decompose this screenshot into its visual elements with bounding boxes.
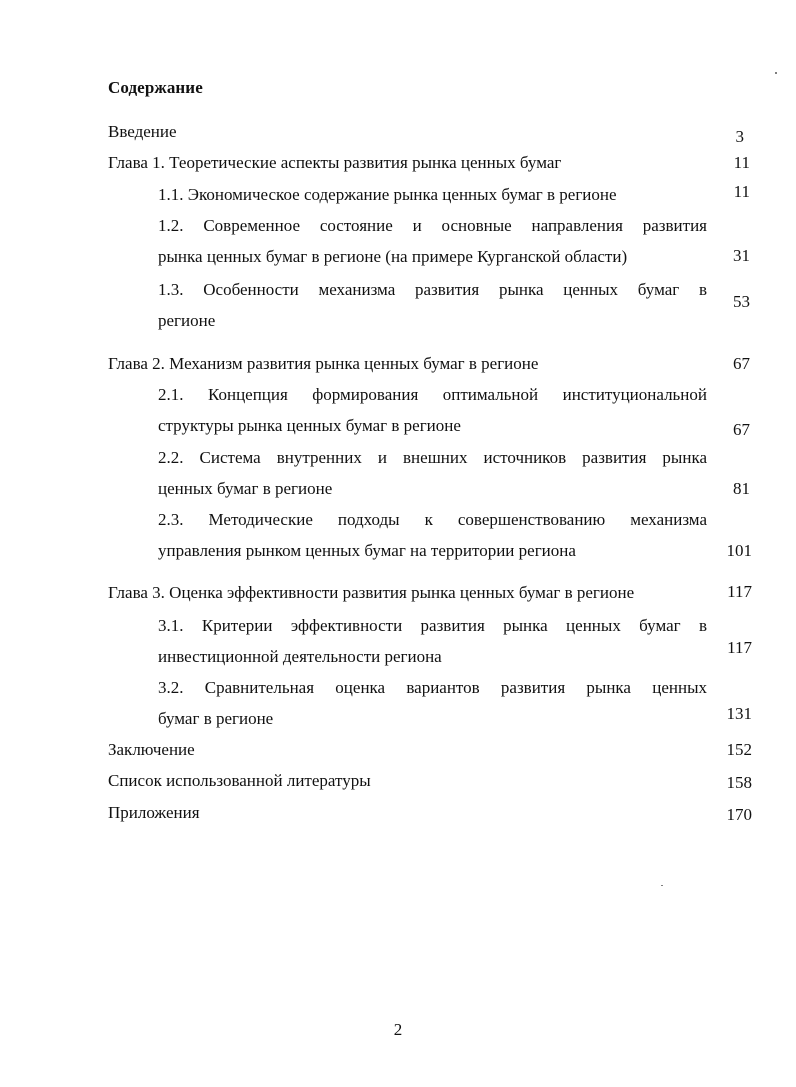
toc-entry-section-2-1-line-2: структуры рынка ценных бумаг в регионе <box>158 416 461 435</box>
toc-entry-section-1-2 <box>158 210 707 272</box>
toc-page-chapter-1: 11 <box>733 153 750 172</box>
toc-entry-section-3-1-line-1: 3.1. Критерии эффективности развития рынка ценных бумаг в <box>158 616 707 635</box>
toc-page-section-1-1: 11 <box>733 182 750 201</box>
toc-entry-section-1-2-line-1: 1.2. Современное состояние и основные направления развития <box>158 216 707 235</box>
toc-entry-section-3-1-line-2: инвестиционной деятельности региона <box>158 647 442 666</box>
toc-entry-chapter-1: Глава 1. Теоретические аспекты развития рынка ценных бумаг <box>108 153 562 172</box>
toc-entry-section-2-3-line-2: управления рынком ценных бумаг на территории региона <box>158 541 576 560</box>
toc-entry-section-2-3-line-1: 2.3. Методические подходы к совершенствованию механизма <box>158 510 707 529</box>
toc-entry-references: Список использованной литературы <box>108 771 371 790</box>
toc-entry-section-2-2 <box>158 442 707 504</box>
toc-entry-intro: Введение <box>108 122 177 141</box>
toc-page-section-3-1: 117 <box>727 638 752 657</box>
toc-page-section-1-3: 53 <box>733 292 750 311</box>
toc-entry-section-2-1 <box>158 379 707 441</box>
toc-entry-section-2-3 <box>158 504 707 566</box>
toc-entry-section-1-3 <box>158 274 707 336</box>
toc-entry-section-2-2-line-2: ценных бумаг в регионе <box>158 479 333 498</box>
toc-entry-section-3-2-line-2: бумаг в регионе <box>158 709 274 728</box>
toc-entry-appendices: Приложения <box>108 803 200 822</box>
page-number: 2 <box>393 1020 403 1039</box>
toc-page-intro: 3 <box>735 127 744 146</box>
toc-page-section-3-2: 131 <box>726 704 752 723</box>
toc-entry-section-2-2-line-1: 2.2. Система внутренних и внешних источников развития рынка <box>158 448 707 467</box>
toc-page-references: 158 <box>726 773 752 792</box>
toc-page-appendices: 170 <box>726 805 752 824</box>
toc-entry-section-1-1: 1.1. Экономическое содержание рынка ценных бумаг в регионе <box>158 185 617 204</box>
toc-entry-section-1-3-line-2: регионе <box>158 311 216 330</box>
toc-entry-section-1-2-line-2: рынка ценных бумаг в регионе (на примере Курганской области) <box>158 247 628 266</box>
toc-page-section-1-2: 31 <box>733 246 750 265</box>
toc-page-chapter-2: 67 <box>733 354 750 373</box>
toc-page-section-2-3: 101 <box>726 541 752 560</box>
scan-speck <box>661 885 663 886</box>
toc-page-section-2-1: 67 <box>733 420 750 439</box>
toc-page-conclusion: 152 <box>726 740 752 759</box>
toc-page-section-2-2: 81 <box>733 479 750 498</box>
scan-speck <box>775 72 777 74</box>
toc-entry-section-3-2 <box>158 672 707 734</box>
toc-entry-chapter-2: Глава 2. Механизм развития рынка ценных бумаг в регионе <box>108 354 539 373</box>
toc-entry-chapter-3: Глава 3. Оценка эффективности развития рынка ценных бумаг в регионе <box>108 583 635 602</box>
toc-entry-section-2-1-line-1: 2.1. Концепция формирования оптимальной институциональной <box>158 385 707 404</box>
toc-entry-section-1-3-line-1: 1.3. Особенности механизма развития рынка ценных бумаг в <box>158 280 707 299</box>
toc-page-chapter-3: 117 <box>727 582 752 601</box>
toc-entry-section-3-1 <box>158 610 707 672</box>
toc-title: Содержание <box>108 78 203 97</box>
toc-entry-conclusion: Заключение <box>108 740 195 759</box>
toc-entry-section-3-2-line-1: 3.2. Сравнительная оценка вариантов развития рынка ценных <box>158 678 707 697</box>
